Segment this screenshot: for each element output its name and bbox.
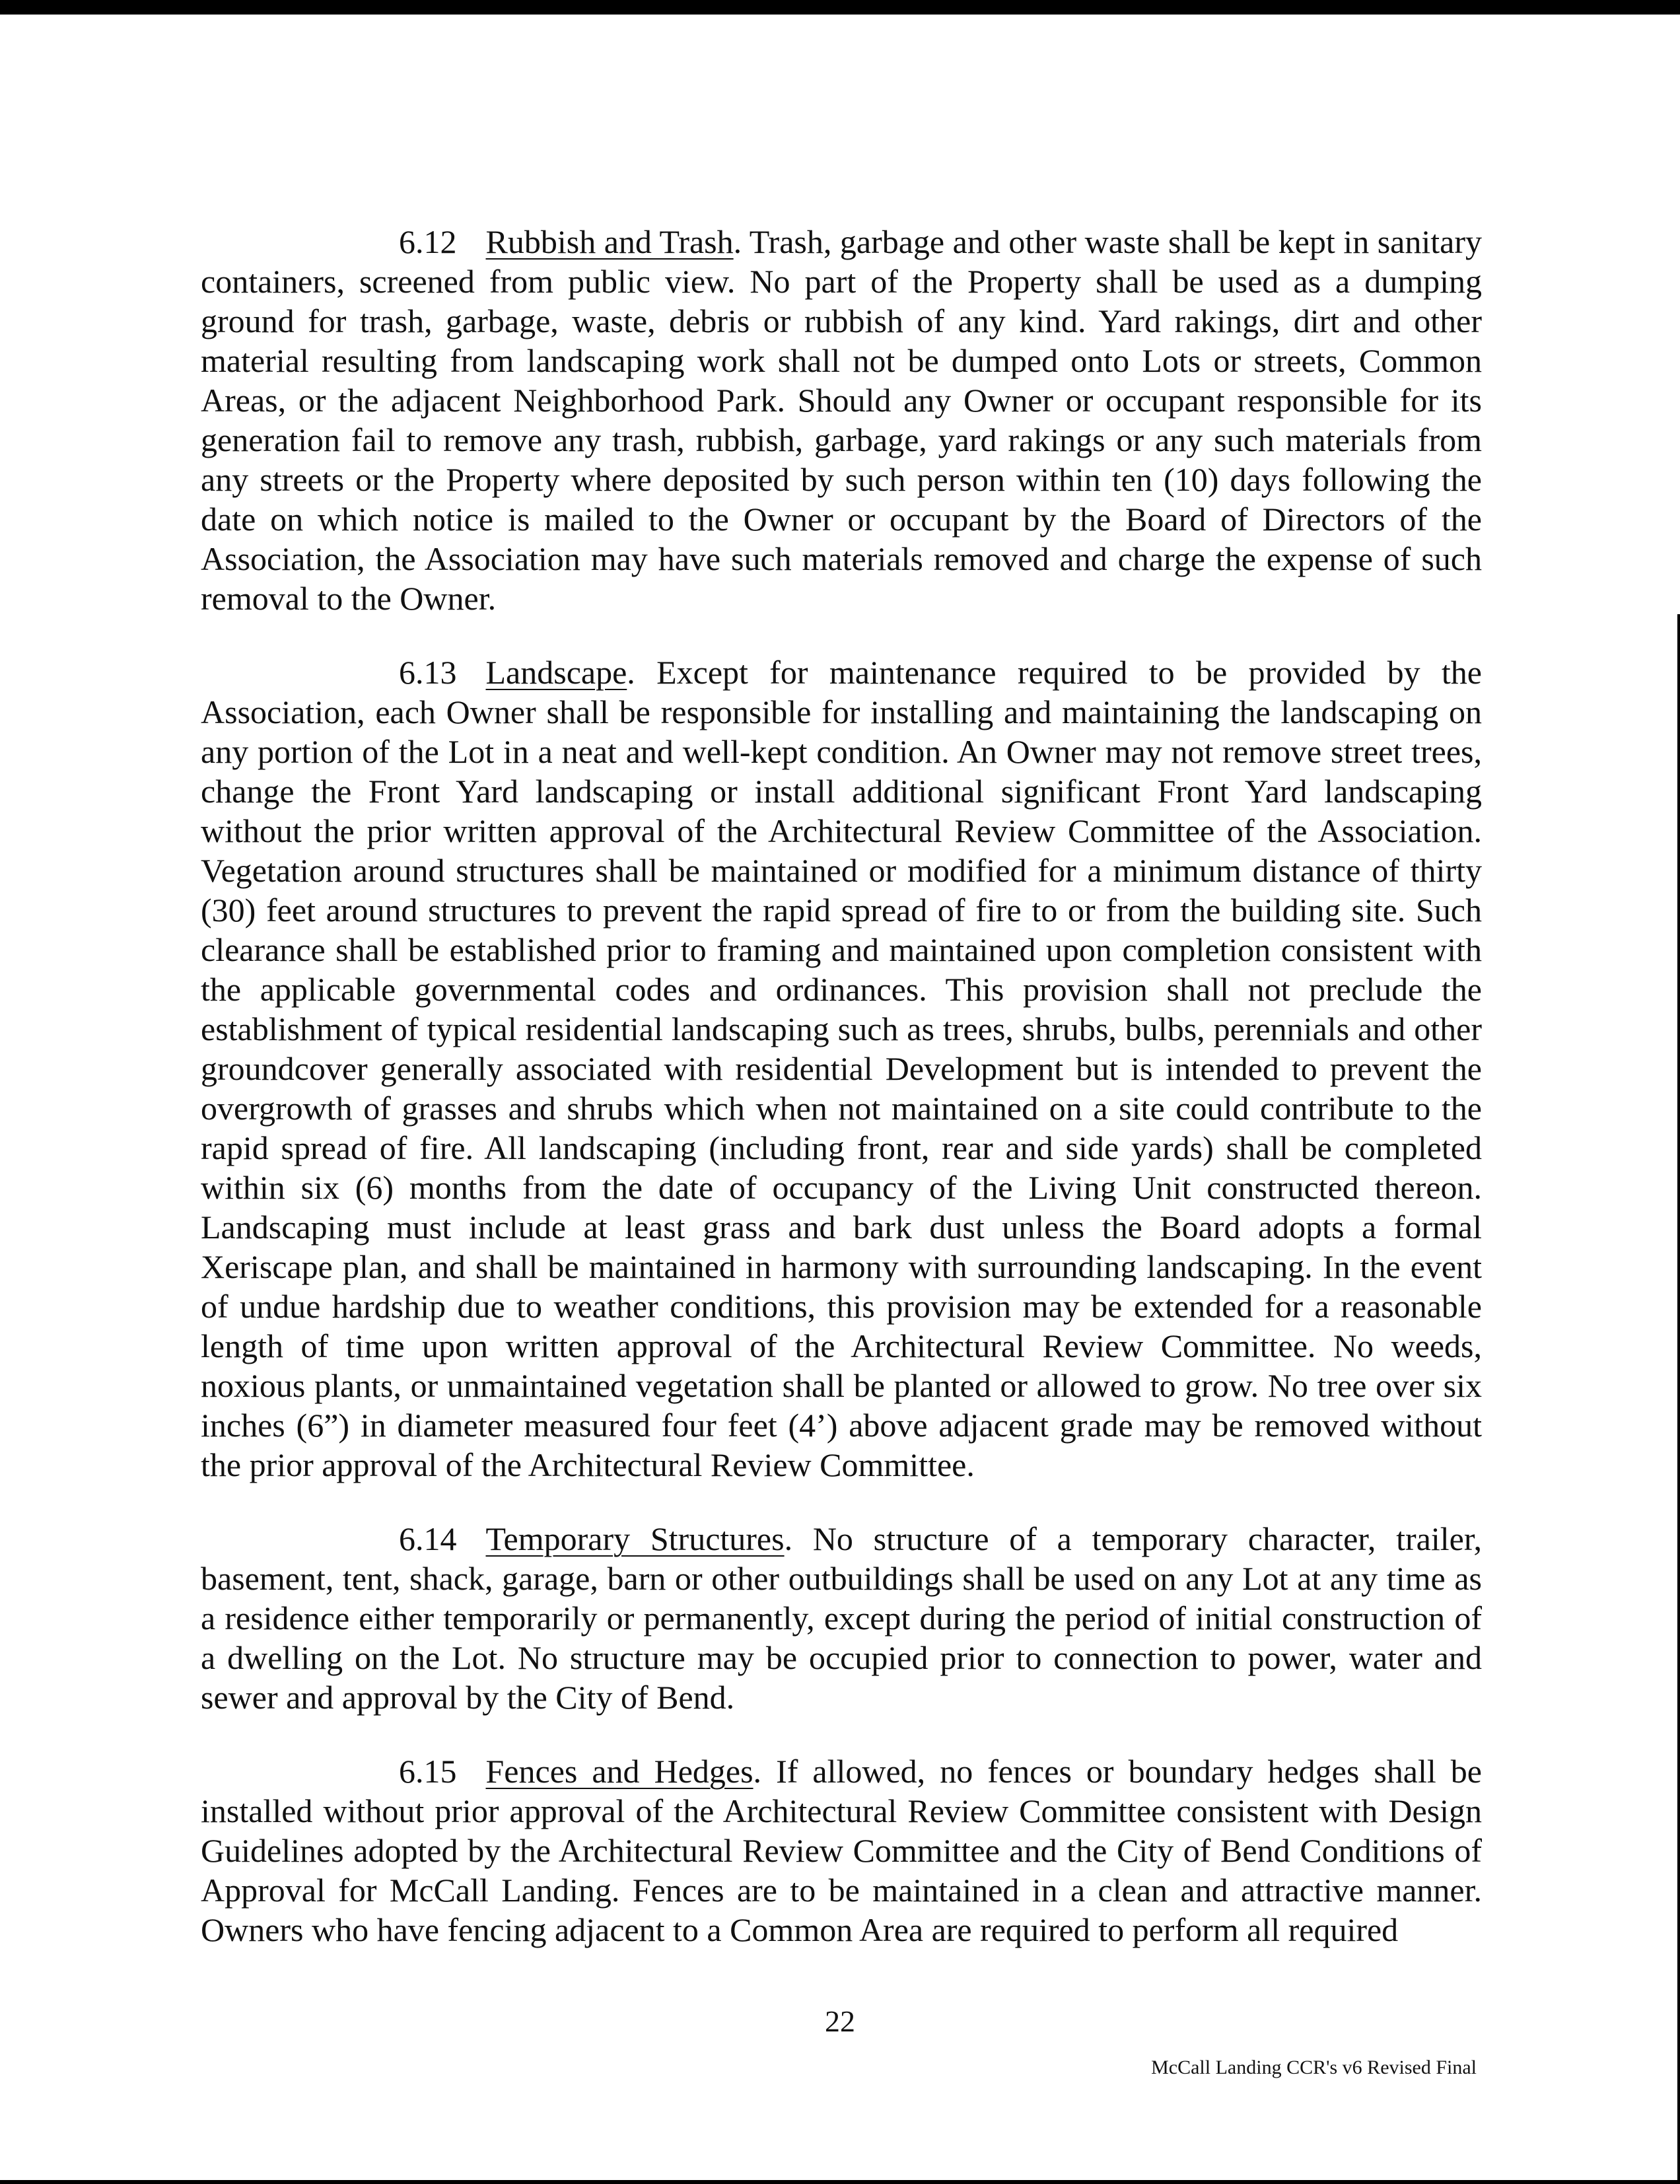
- section-body: . If allowed, no fences or boundary hedges shall be installed without prior approval of the Architectural Review Committee consistent with Design Guidelines adopted by the Architectural Review Committee and the City of Bend Conditions of Approval for McCall Landing. Fences are to be maintained in a clean and attractive manner. Owners who have fencing adjacent to a Common Area are required to perform all required: [201, 1753, 1482, 1948]
- section-heading: Rubbish and Trash: [485, 223, 734, 260]
- section-body: . No structure of a temporary character, trailer, basement, tent, shack, garage, barn or other outbuildings shall be used on any Lot at any time as a residence either temporarily or permanently, except during the period of initial construction of a dwelling on the Lot. No structure may be occupied prior to connection to power, water and sewer and approval by the City of Bend.: [201, 1520, 1482, 1716]
- section-6-14: [201, 1519, 1482, 1717]
- section-body: . Trash, garbage and other waste shall be kept in sanitary containers, screened from public view. No part of the Property shall be used as a dumping ground for trash, garbage, waste, debris or rubbish of any kind. Yard rakings, dirt and other material resulting from landscaping work shall not be dumped onto Lots or streets, Common Areas, or the adjacent Neighborhood Park. Should any Owner or occupant responsible for its generation fail to remove any trash, rubbish, garbage, yard rakings or any such materials from any streets or the Property where deposited by such person within ten (10) days following the date on which notice is mailed to the Owner or occupant by the Board of Directors of the Association, the Association may have such materials removed and charge the expense of such removal to the Owner.: [201, 223, 1482, 617]
- section-6-15: [201, 1751, 1482, 1950]
- section-6-12: [201, 222, 1482, 618]
- section-heading: Fences and Hedges: [485, 1753, 753, 1790]
- section-6-13: [201, 652, 1482, 1485]
- document-body: [201, 222, 1482, 1984]
- section-number: 6.15: [399, 1753, 457, 1790]
- section-number: 6.14: [399, 1520, 457, 1557]
- section-body: . Except for maintenance required to be provided by the Association, each Owner shall be responsible for installing and maintaining the landscaping on any portion of the Lot in a neat and well-kept condition. An Owner may not remove street trees, change the Front Yard landscaping or install additional significant Front Yard landscaping without the prior written approval of the Architectural Review Committee of the Association. Vegetation around structures shall be maintained or modified for a minimum distance of thirty (30) feet around structures to prevent the rapid spread of fire to or from the building site. Such clearance shall be established prior to framing and maintained upon completion consistent with the applicable governmental codes and ordinances. This provision shall not preclude the establishment of typical residential landscaping such as trees, shrubs, bulbs, perennials and other groundcover generally associated with residential Development but is intended to prevent the overgrowth of grasses and shrubs which when not maintained on a site could contribute to the rapid spread of fire. All landscaping (including front, rear and side yards) shall be completed within six (6) months from the date of occupancy of the Living Unit constructed thereon. Landscaping must include at least grass and bark dust unless the Board adopts a formal Xeriscape plan, and shall be maintained in harmony with surrounding landscaping. In the event of undue hardship due to weather conditions, this provision may be extended for a reasonable length of time upon written approval of the Architectural Review Committee. No weeds, noxious plants, or unmaintained vegetation shall be planted or allowed to grow. No tree over six inches (6”) in diameter measured four feet (4’) above adjacent grade may be removed without the prior approval of the Architectural Review Committee.: [201, 654, 1482, 1483]
- page-number: 22: [825, 2004, 855, 2038]
- section-number: 6.12: [399, 223, 457, 260]
- scan-bottom-border: [0, 2180, 1680, 2184]
- section-heading: Landscape: [485, 654, 627, 691]
- scan-top-border: [0, 0, 1680, 15]
- scan-right-border: [1677, 614, 1680, 2184]
- footer-document-title: McCall Landing CCR's v6 Revised Final: [1151, 2057, 1477, 2078]
- section-heading: Temporary Structures: [485, 1520, 785, 1557]
- section-number: 6.13: [399, 654, 457, 691]
